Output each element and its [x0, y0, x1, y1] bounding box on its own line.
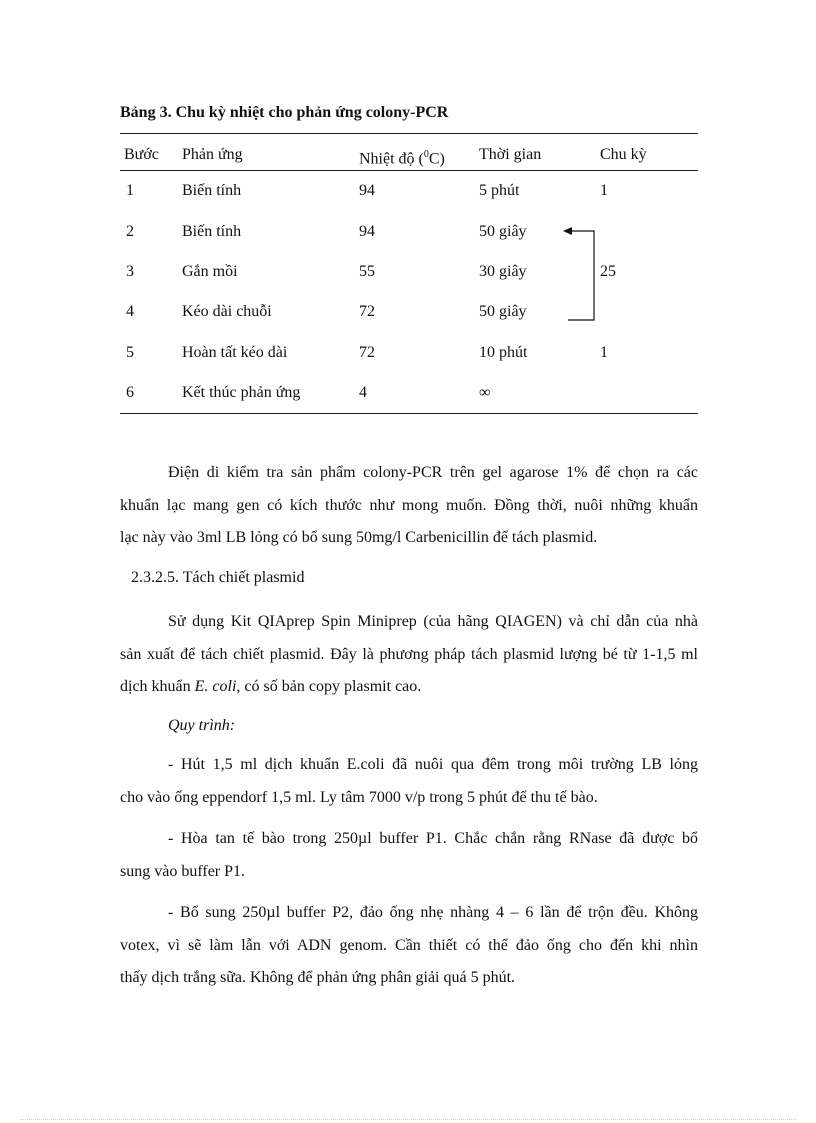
- cell-time: ∞: [479, 384, 491, 401]
- header-temperature: Nhiệt độ ($^0$C): [359, 149, 445, 168]
- cell-time: 30 giây: [479, 263, 527, 280]
- cell-cycles: 1: [600, 344, 608, 361]
- cell-cycles: 1: [600, 182, 608, 199]
- cell-reaction: Biến tính: [182, 223, 242, 240]
- cell-step: 6: [126, 384, 134, 401]
- cell-step: 5: [126, 344, 134, 361]
- procedure-step-1: - Hút 1,5 ml dịch khuẩn E.coli đã nuôi qua đêm trong môi trường LB lỏng cho vào ống eppendorf 1,5 ml. Ly tâm 7000 v/p trong 5 phút để thu tế bào.: [120, 756, 698, 806]
- procedure-step-2: - Hòa tan tế bào trong 250µl buffer P1. Chắc chắn rằng RNase đã được bổ sung vào buffer P1.: [120, 830, 698, 880]
- paragraph-kit: Sử dụng Kit QIAprep Spin Miniprep (của hãng QIAGEN) và chỉ dẫn của nhà sản xuất để tách chiết plasmid. Đây là phương pháp tách plasmid lượng bé từ 1-1,5 ml dịch khuẩn E. coli, có số bản copy plasmit cao.: [120, 613, 698, 695]
- degree-sup: 0: [423, 149, 429, 160]
- cell-time: 50 giây: [479, 223, 527, 240]
- cell-step: 4: [126, 303, 134, 320]
- cell-reaction: Hoàn tất kéo dài: [182, 344, 288, 361]
- procedure-step-3: - Bổ sung 250µl buffer P2, đảo ống nhẹ nhàng 4 – 6 lần để trộn đều. Không votex, vì sẽ làm lẫn với ADN genom. Cần thiết có thể đảo ống cho đến khi nhìn thấy dịch trắng sữa. Không để phản ứng phân giải quá 5 phút.: [120, 904, 698, 986]
- cell-step: 1: [126, 182, 134, 199]
- cell-time: 5 phút: [479, 182, 520, 199]
- page-bottom-border: [20, 1119, 796, 1120]
- cell-temp: 94: [359, 182, 375, 199]
- header-time: Thời gian: [479, 146, 542, 163]
- cell-temp: 55: [359, 263, 375, 280]
- cell-step: 3: [126, 263, 134, 280]
- cell-time: 50 giây: [479, 303, 527, 320]
- cell-time: 10 phút: [479, 344, 528, 361]
- cell-reaction: Kết thúc phản ứng: [182, 384, 301, 401]
- paragraph-electrophoresis: Điện di kiểm tra sản phẩm colony-PCR trên gel agarose 1% để chọn ra các khuẩn lạc mang gen có kích thước như mong muốn. Đồng thời, nuôi những khuẩn lạc này vào 3ml LB lỏng có bổ sung 50mg/l Carbenicillin để tách plasmid.: [120, 464, 698, 546]
- cycle-bracket-arrow-icon: [0, 0, 816, 400]
- ecoli-italic: E. coli: [194, 678, 237, 695]
- cell-reaction: Gắn mồi: [182, 263, 238, 280]
- header-cycles: Chu kỳ: [600, 146, 647, 163]
- procedure-label: Quy trình:: [168, 717, 236, 734]
- cell-reaction: Biến tính: [182, 182, 242, 199]
- cell-temp: 72: [359, 344, 375, 361]
- table-header-rule: [120, 170, 698, 171]
- cell-reaction: Kéo dài chuỗi: [182, 303, 272, 320]
- cell-step: 2: [126, 223, 134, 240]
- cell-temp: 72: [359, 303, 375, 320]
- section-heading: 2.3.2.5. Tách chiết plasmid: [131, 569, 305, 586]
- cell-temp: 94: [359, 223, 375, 240]
- table-bottom-rule: [120, 413, 698, 414]
- table-caption: Bảng 3. Chu kỳ nhiệt cho phản ứng colony-PCR: [120, 104, 449, 121]
- header-step: Bước: [124, 146, 159, 163]
- header-reaction: Phản ứng: [182, 146, 243, 163]
- table-top-rule: [120, 133, 698, 134]
- cell-cycles: 25: [600, 263, 616, 280]
- cell-temp: 4: [359, 384, 367, 401]
